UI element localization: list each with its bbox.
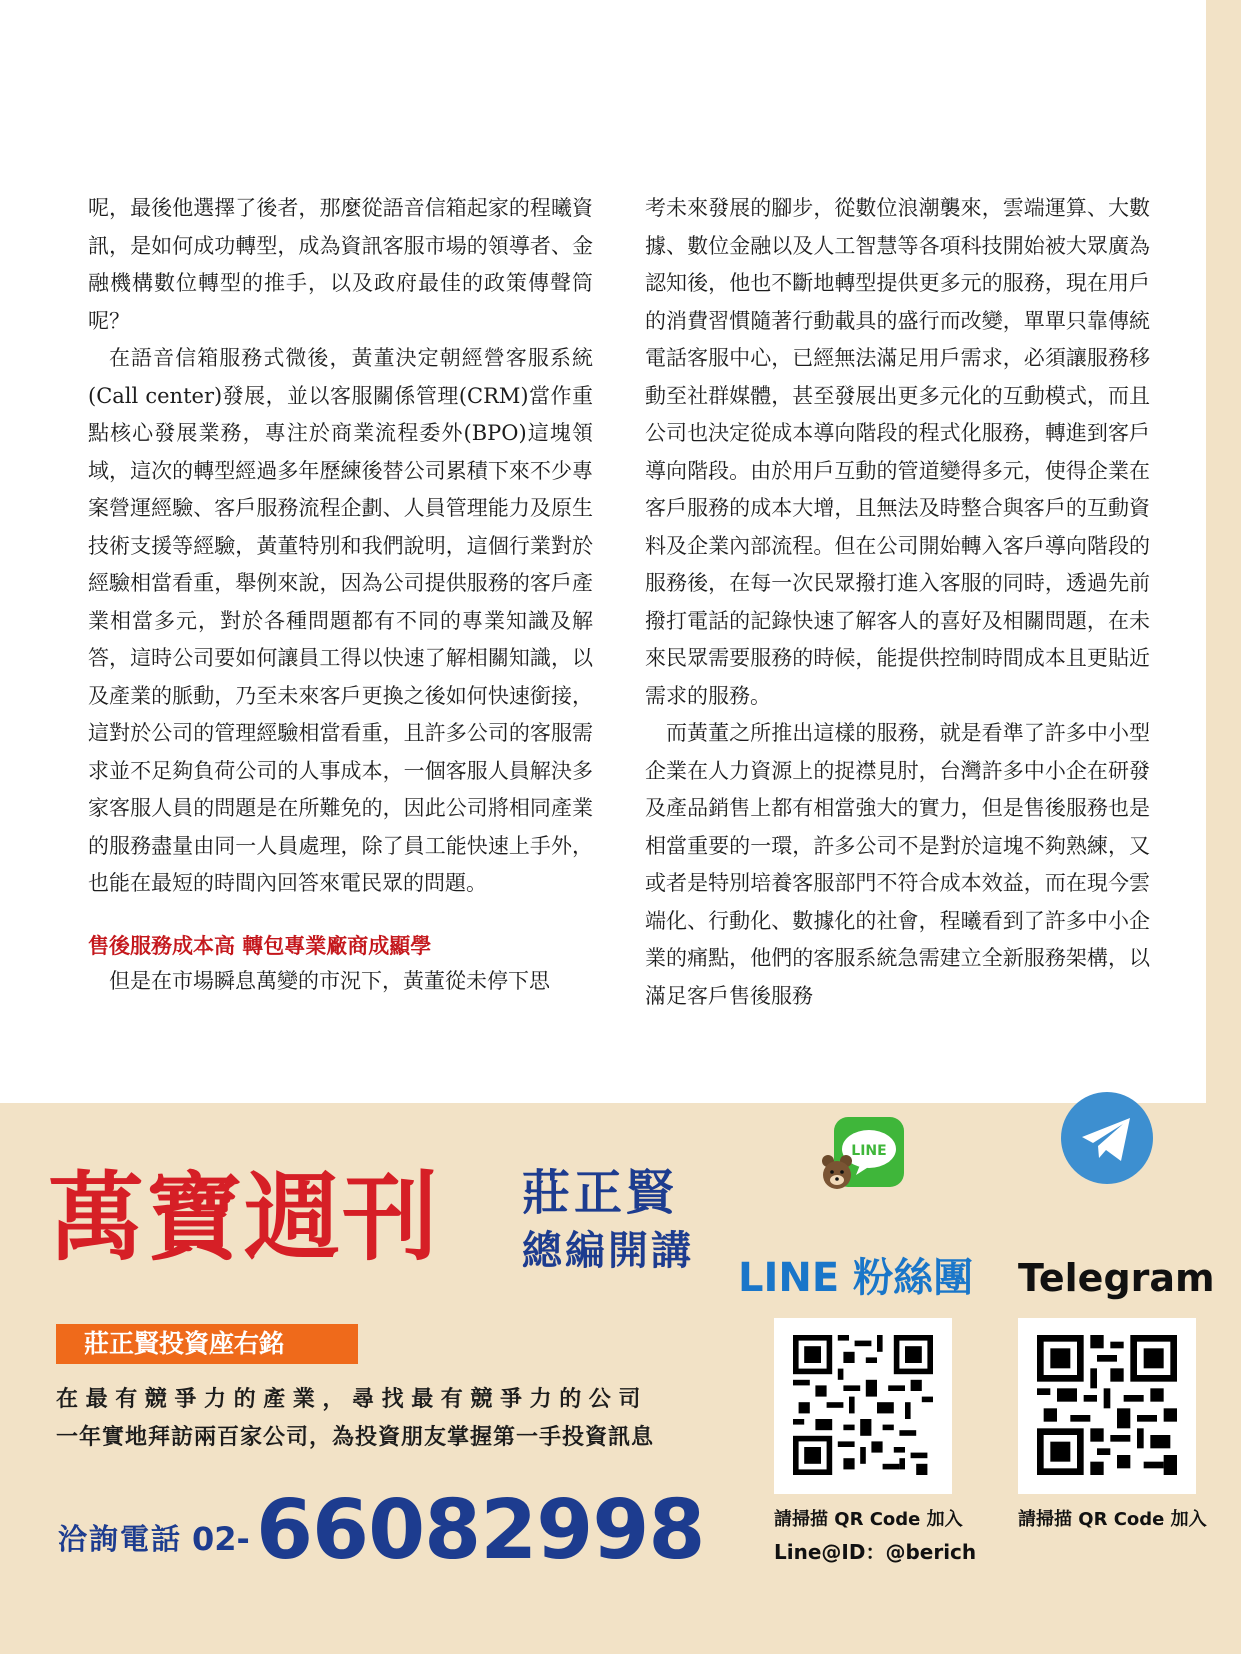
qr-caption-line: 請掃描 QR Code 加入 [774,1509,963,1530]
column-subtitle: 總編開講 [522,1228,694,1274]
phone-number[interactable]: 66082998 [256,1483,705,1578]
section-heading: 售後服務成本高 轉包專業廠商成顯學 [88,933,432,958]
article-column-right [645,190,1150,1015]
article-paragraph: 而黃董之所推出這樣的服務，就是看準了許多中小型企業在人力資源上的捉襟見肘，台灣許多中小企在研發及產品銷售上都有相當強大的實力，但是售後服務也是相當重要的一環，許多公司不是對於這塊不夠熟練，又或者是特別培養客服部門不符合成本效益，而在現今雲端化、行動化、數據化的社會，程曦看到了許多中小企業的痛點，他們的客服系統急需建立全新服務架構，以滿足客戶售後服務 [645,721,1150,1008]
phone-prefix: 02- [192,1520,250,1558]
article-paragraph: 考未來發展的腳步，從數位浪潮襲來，雲端運算、大數據、數位金融以及人工智慧等各項科技開始被大眾廣為認知後，他也不斷地轉型提供更多元的服務，現在用戶的消費習慣隨著行動載具的盛行而改變，單單只靠傳統電話客服中心，已經無法滿足用戶需求，必須讓服務移動至社群媒體，甚至發展出更多元化的互動模式，而且公司也決定從成本導向階段的程式化服務，轉進到客戶導向階段。由於用戶互動的管道變得多元，使得企業在客戶服務的成本大增，且無法及時整合與客戶的互動資料及企業內部流程。但在公司開始轉入客戶導向階段的服務後，在每一次民眾撥打進入客服的同時，透過先前撥打電話的記錄快速了解客人的喜好及相關問題，在未來民眾需要服務的時候，能提供控制時間成本且更貼近需求的服務。 [645,196,1150,708]
article-paragraph: 但是在市場瞬息萬變的市況下，黃董從未停下思 [109,968,550,993]
qr-code-telegram[interactable] [1018,1318,1196,1494]
telegram-label: Telegram [1018,1256,1215,1300]
phone-label: 洽詢電話 [58,1522,183,1556]
qr-caption-telegram: 請掃描 QR Code 加入 [1018,1509,1207,1530]
motto-line: 在最有競爭力的產業，尋找最有競爭力的公司 [56,1387,649,1412]
qr-code-line[interactable] [774,1318,952,1494]
line-logo-icon[interactable] [806,1103,926,1233]
article-column-left [88,190,593,1000]
article-paragraph: 呢，最後他選擇了後者，那麼從語音信箱起家的程曦資訊，是如何成功轉型，成為資訊客服市場的領導者、金融機構數位轉型的推手，以及政府最佳的政策傳聲筒呢？ [88,196,593,333]
qr-code-telegram-graphic [1037,1335,1177,1475]
line-id: Line@ID：@berich [774,1540,977,1564]
side-strip [1206,0,1241,1103]
telegram-logo-icon[interactable] [1060,1091,1154,1185]
line-badge-text: LINE [851,1143,887,1159]
advertisement-panel [0,1103,1241,1654]
qr-code-line-graphic [793,1335,933,1475]
motto-label: 莊正賢投資座右銘 [56,1324,358,1364]
editor-name: 莊正賢 [522,1165,679,1221]
article-paragraph: 在語音信箱服務式微後，黃董決定朝經營客服系統(Call center)發展，並以客服關係管理(CRM)當作重點核心發展業務，專注於商業流程委外(BPO)這塊領域，這次的轉型經過多年歷練後替公司累積下來不少專案營運經驗、客戶服務流程企劃、人員管理能力及原生技術支援等經驗，黃董特別和我們說明，這個行業對於經驗相當看重，舉例來說，因為公司提供服務的客戶產業相當多元，對於各種問題都有不同的專業知識及解答，這時公司要如何讓員工得以快速了解相關知識，以及產業的脈動，乃至未來客戶更換之後如何快速銜接，這對於公司的管理經驗相當看重，且許多公司的客服需求並不足夠負荷公司的人事成本，一個客服人員解決多家客服人員的問題是在所難免的，因此公司將相同產業的服務盡量由同一人員處理，除了員工能快速上手外，也能在最短的時間內回答來電民眾的問題。 [88,346,593,895]
motto-line: 一年實地拜訪兩百家公司，為投資朋友掌握第一手投資訊息 [56,1425,655,1450]
brand-title: 萬寶週刊 [48,1162,440,1274]
line-fanclub-label: LINE 粉絲團 [738,1255,974,1301]
